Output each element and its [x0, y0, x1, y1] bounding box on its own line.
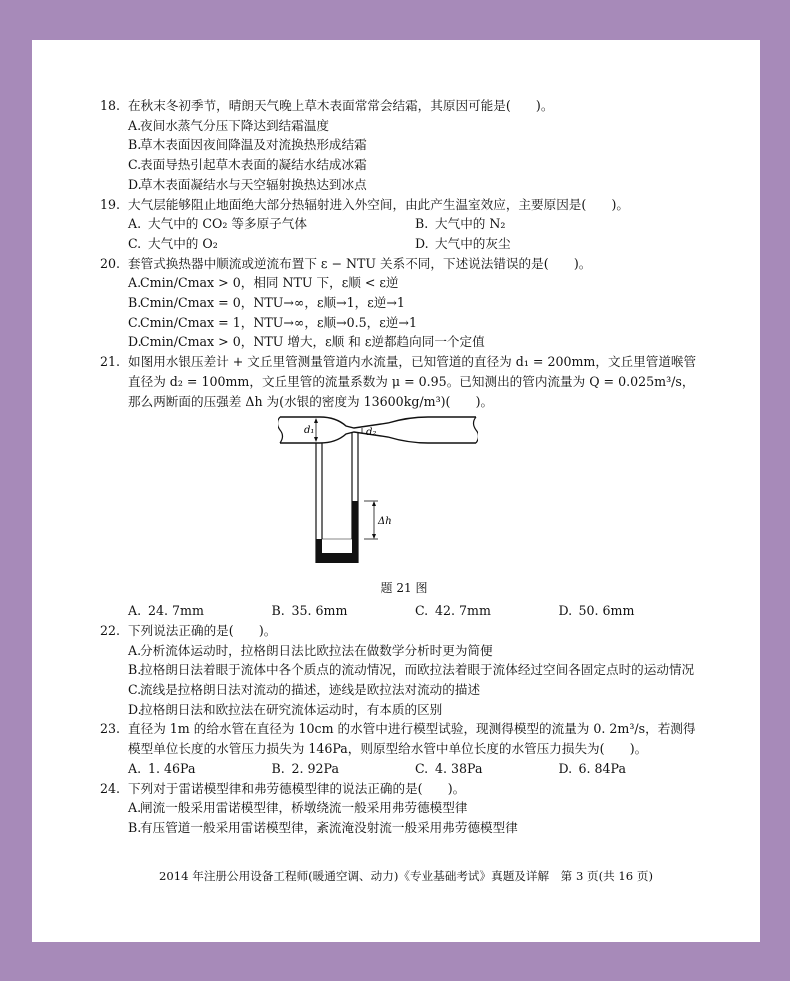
option-text: 35. 6mm	[291, 603, 348, 619]
option-20d	[106, 332, 702, 352]
option-text: 大气中的 O₂	[148, 235, 218, 251]
question-23	[100, 719, 702, 758]
option-24b	[106, 818, 702, 838]
option-text: 拉格朗日法和欧拉法在研究流体运动时，有本质的区别	[140, 701, 443, 717]
label-d1: d₁	[304, 425, 315, 437]
question-text: 大气层能够阻止地面绝大部分热辐射进入外空间，由此产生温室效应，主要原因是( )。	[128, 196, 629, 212]
option-label: C.	[415, 760, 429, 776]
question-19	[100, 195, 702, 215]
options-23	[106, 759, 702, 779]
question-text: 下列对于雷诺模型律和弗劳德模型律的说法正确的是( )。	[128, 780, 466, 796]
option-label: C.	[128, 314, 142, 330]
option-text: 表面导热引起草木表面的凝结水结成冰霜	[140, 157, 367, 173]
option-text: Cmin/Cmax = 0，NTU→∞，ε顺→1，ε逆→1	[140, 295, 405, 311]
option-label: D.	[128, 334, 142, 350]
pipe-break-right	[474, 417, 479, 443]
figure-caption: 题 21 图	[380, 581, 428, 596]
option-label: B.	[128, 662, 142, 678]
option-19a	[128, 214, 415, 234]
option-21a	[128, 601, 272, 621]
question-number: 24.	[100, 780, 121, 796]
option-label: D.	[558, 760, 573, 776]
option-text: 2. 92Pa	[291, 760, 339, 776]
mercury-bottom	[316, 553, 358, 563]
option-text: 流线是拉格朗日法对流动的描述，迹线是欧拉法对流动的描述	[140, 682, 481, 698]
option-18c	[106, 155, 702, 175]
option-22c	[106, 680, 702, 700]
options-21	[106, 601, 702, 621]
option-label: B.	[415, 216, 429, 232]
option-label: D.	[415, 235, 429, 251]
options-19-row2	[106, 234, 702, 254]
option-label: C.	[415, 603, 429, 619]
page-footer: 2014 年注册公用设备工程师(暖通空调、动力)《专业基础考试》真题及详解 第 3 页(共 16 页)	[159, 869, 653, 883]
option-text: 大气中的灰尘	[435, 235, 511, 251]
option-label: A.	[128, 117, 142, 133]
question-20	[100, 254, 702, 274]
option-21c	[415, 601, 559, 621]
option-label: C.	[128, 235, 142, 251]
option-text: Cmin/Cmax = 1，NTU→∞，ε顺→0.5，ε逆→1	[140, 314, 417, 330]
question-list	[100, 96, 702, 838]
label-delta-h: Δh	[378, 516, 392, 528]
question-text: 如图用水银压差计 + 文丘里管测量管道内水流量，已知管道的直径为 d₁ = 200mm，文丘里管道喉管直径为 d₂ = 100mm，文丘里管的流量系数为 μ = 0.95。已知测出的管内流量为 Q = 0.025m³/s，那么两断面的压强差 Δh 为(水银的密度为 13600kg/m³)( )。	[128, 354, 697, 409]
question-number: 22.	[100, 622, 121, 638]
exam-page	[32, 40, 760, 942]
option-text: 6. 84Pa	[578, 760, 626, 776]
option-label: C.	[128, 682, 142, 698]
option-20a	[106, 273, 702, 293]
question-text: 下列说法正确的是( )。	[128, 622, 277, 638]
mercury-right-column	[352, 501, 358, 563]
option-label: B.	[128, 819, 142, 835]
option-label: A.	[128, 275, 142, 291]
option-22d	[106, 700, 702, 720]
option-text: 大气中的 N₂	[435, 216, 506, 232]
question-text: 在秋末冬初季节，晴朗天气晚上草木表面常常会结霜，其原因可能是( )。	[128, 98, 554, 113]
options-19-row1	[106, 214, 702, 234]
question-text: 直径为 1m 的给水管在直径为 10cm 的水管中进行模型试验，现测得模型的流量为 0. 2m³/s，若测得模型单位长度的水管压力损失为 146Pa，则原型给水管中单位长度的水管压力损失为( )。	[128, 721, 696, 757]
option-22a	[106, 641, 702, 661]
option-label: A.	[128, 216, 142, 232]
option-21d	[559, 601, 703, 621]
option-label: B.	[128, 137, 142, 153]
question-number: 18.	[100, 98, 121, 113]
option-18d	[106, 175, 702, 195]
pipe-break-left	[278, 417, 283, 443]
option-label: C.	[128, 157, 142, 173]
question-number: 21.	[100, 354, 121, 370]
option-text: 50. 6mm	[578, 603, 635, 619]
option-label: A.	[128, 642, 142, 658]
option-text: Cmin/Cmax > 0，NTU 增大，ε顺 和 ε逆都趋向同一个定值	[140, 334, 485, 350]
option-text: 拉格朗日法着眼于流体中各个质点的流动情况，而欧拉法着眼于流体经过空间各固定点时的运动情况	[140, 662, 695, 678]
option-text: 草木表面因夜间降温及对流换热形成结霜	[140, 137, 367, 153]
question-number: 20.	[100, 255, 121, 271]
option-label: B.	[271, 760, 285, 776]
option-label: D.	[558, 603, 573, 619]
option-label: B.	[128, 295, 142, 311]
option-text: 闸流一般采用雷诺模型律，桥墩绕流一般采用弗劳德模型律	[140, 800, 468, 816]
option-label: A.	[128, 603, 142, 619]
question-24	[100, 779, 702, 799]
option-20c	[106, 313, 702, 333]
option-23a	[128, 759, 272, 779]
option-label: D.	[128, 176, 142, 192]
option-18a	[106, 116, 702, 136]
option-23b	[272, 759, 416, 779]
question-number: 19.	[100, 196, 121, 212]
option-label: A.	[128, 800, 142, 816]
option-text: 草木表面凝结水与天空辐射换热达到冰点	[140, 176, 367, 192]
option-19c	[128, 234, 415, 254]
option-19d	[415, 234, 702, 254]
question-22	[100, 621, 702, 641]
option-text: 42. 7mm	[435, 603, 491, 619]
option-text: 大气中的 CO₂ 等多原子气体	[148, 216, 307, 232]
figure-21	[106, 411, 702, 601]
option-19b	[415, 214, 702, 234]
question-18	[100, 96, 702, 116]
option-text: 夜间水蒸气分压下降达到结霜温度	[140, 117, 329, 133]
option-label: A.	[128, 760, 142, 776]
option-text: 分析流体运动时，拉格朗日法比欧拉法在做数学分析时更为简便	[140, 642, 493, 658]
option-label: B.	[271, 603, 285, 619]
question-21	[100, 352, 702, 411]
option-23c	[415, 759, 559, 779]
option-23d	[559, 759, 703, 779]
option-text: Cmin/Cmax > 0，相同 NTU 下，ε顺 < ε逆	[140, 275, 399, 291]
option-20b	[106, 293, 702, 313]
venturi-manometer-diagram	[278, 413, 478, 573]
option-24a	[106, 798, 702, 818]
option-22b	[106, 660, 702, 680]
option-text: 24. 7mm	[148, 603, 204, 619]
question-number: 23.	[100, 721, 121, 737]
option-text: 1. 46Pa	[148, 760, 196, 776]
option-18b	[106, 135, 702, 155]
label-d2: d₂	[366, 427, 377, 439]
question-text: 套管式换热器中顺流或逆流布置下 ε − NTU 关系不同，下述说法错误的是( )。	[128, 255, 592, 271]
option-label: D.	[128, 701, 142, 717]
option-21b	[272, 601, 416, 621]
option-text: 4. 38Pa	[435, 760, 483, 776]
option-text: 有压管道一般采用雷诺模型律，紊流淹没射流一般采用弗劳德模型律	[140, 819, 518, 835]
